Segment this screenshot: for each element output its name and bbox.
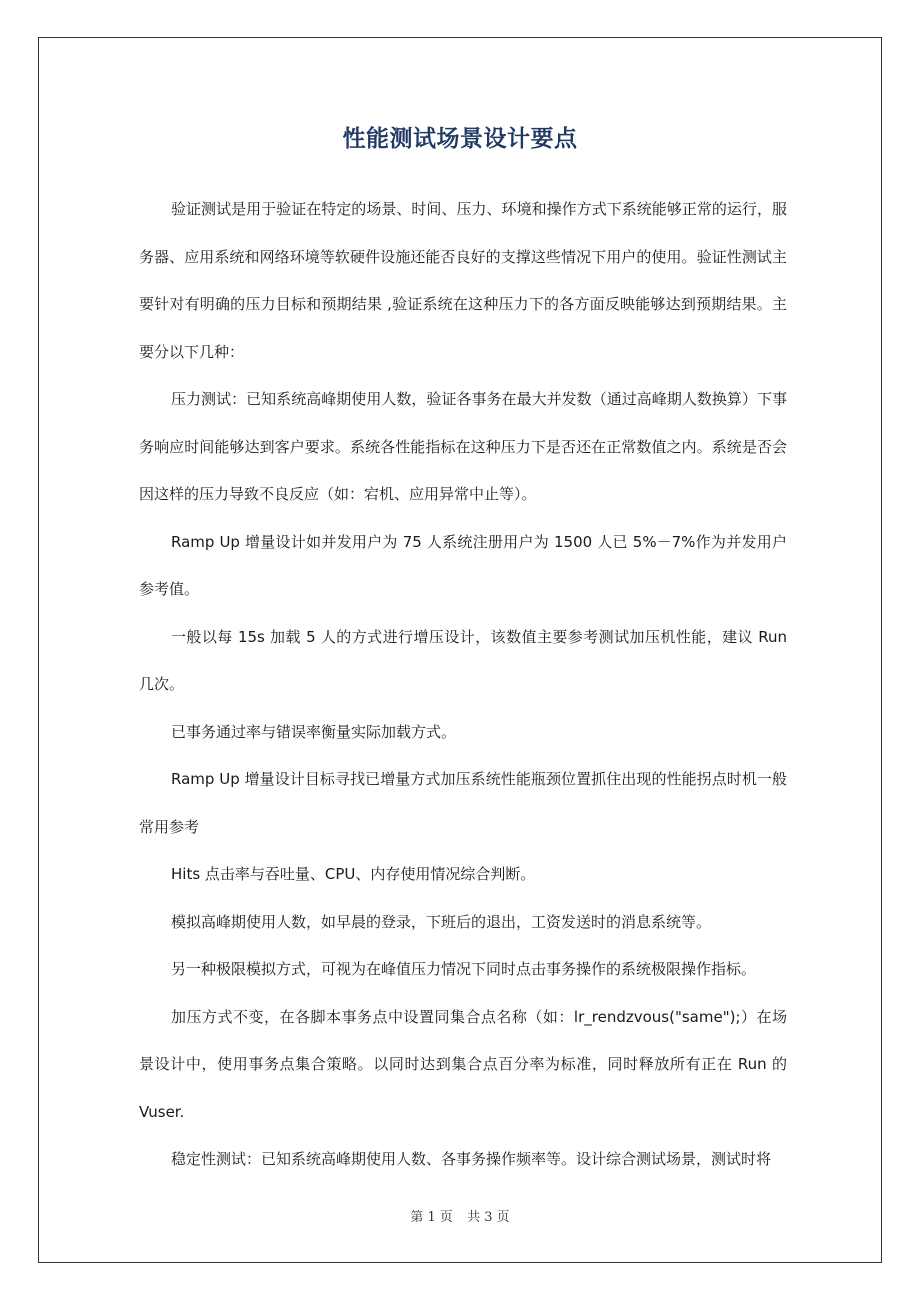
paragraph-rendezvous: 加压方式不变，在各脚本事务点中设置同集合点名称（如：lr_rendzvous("same");）在场景设计中，使用事务点集合策略。以同时达到集合点百分率为标准，同时释放所有正在 Run 的 Vuser. [139,1007,787,1121]
paragraph-pass-rate: 已事务通过率与错误率衡量实际加载方式。 [171,722,457,741]
paragraph-ramp-up: Ramp Up 增量设计如并发用户为 75 人系统注册用户为 1500 人已 5%－7%作为并发用户参考值。 [139,532,787,598]
document-body [139,186,787,1184]
paragraph-intro: 验证测试是用于验证在特定的场景、时间、压力、环境和操作方式下系统能够正常的运行，服务器、应用系统和网络环境等软硬件设施还能否良好的支撑这些情况下用户的使用。验证性测试主要针对有明确的压力目标和预期结果 ,验证系统在这种压力下的各方面反映能够达到预期结果。主要分以下几种： [139,200,787,361]
page-number: 第 1 页 [410,1210,453,1225]
paragraph-stress-test: 压力测试：已知系统高峰期使用人数，验证各事务在最大并发数（通过高峰期人数换算）下事务响应时间能够达到客户要求。系统各性能指标在这种压力下是否还在正常数值之内。系统是否会因这样的压力导致不良反应（如：宕机、应用异常中止等）。 [139,390,787,503]
page-footer [0,1206,920,1225]
paragraph-limit-simulation: 另一种极限模拟方式，可视为在峰值压力情况下同时点击事务操作的系统极限操作指标。 [171,960,757,978]
page-total: 共 3 页 [467,1210,510,1225]
paragraph-stability-test: 稳定性测试：已知系统高峰期使用人数、各事务操作频率等。设计综合测试场景，测试时将 [171,1150,772,1168]
paragraph-ramp-up-goal: Ramp Up 增量设计目标寻找已增量方式加压系统性能瓶颈位置抓住出现的性能拐点时机一般常用参考 [139,770,787,836]
document-title: 性能测试场景设计要点 [342,126,578,152]
paragraph-peak-simulation: 模拟高峰期使用人数，如早晨的登录，下班后的退出，工资发送时的消息系统等。 [171,912,712,931]
paragraph-hits: Hits 点击率与吞吐量、CPU、内存使用情况综合判断。 [171,865,536,883]
paragraph-load-rate: 一般以每 15s 加载 5 人的方式进行增压设计，该数值主要参考测试加压机性能，建议 Run 几次。 [139,627,787,693]
